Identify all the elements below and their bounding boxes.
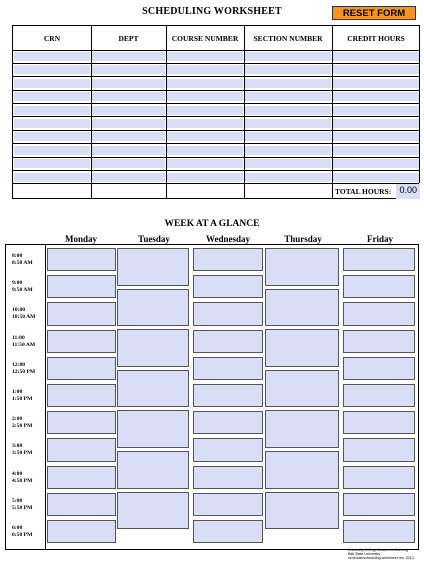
course-table [12,25,420,199]
time-label [12,416,32,430]
week-grid [5,244,419,550]
course-cell-dept[interactable] [92,52,165,61]
thursday-time-slot[interactable] [265,451,339,489]
wednesday-time-slot[interactable] [193,438,263,461]
time-end: 3:50 PM [12,450,33,457]
friday-time-slot[interactable] [343,302,415,325]
time-label [12,389,32,403]
footer-line: schedule/scheduling worksheet rev. 2013 [348,556,414,561]
row-divider [13,183,419,184]
course-cell-crn[interactable] [14,173,90,182]
course-cell-credit-hours[interactable] [333,119,419,128]
friday-time-slot[interactable] [343,466,415,489]
day-header-tuesday: Tuesday [138,234,170,244]
course-cell-credit-hours[interactable] [333,146,419,155]
course-cell-course-number[interactable] [167,159,243,168]
column-header-credit-hours: CREDIT HOURS [347,33,405,43]
wednesday-time-slot[interactable] [193,411,263,434]
course-cell-course-number[interactable] [167,132,243,141]
course-cell-credit-hours[interactable] [333,79,419,88]
monday-time-slot[interactable] [47,384,116,407]
wednesday-time-slot[interactable] [193,466,263,489]
time-start: 2:00 [12,416,23,423]
time-label [12,362,35,376]
tuesday-time-slot[interactable] [117,289,189,327]
friday-time-slot[interactable] [343,493,415,516]
time-end: 2:50 PM [12,423,33,430]
row-divider [13,143,419,144]
friday-time-slot[interactable] [343,275,415,298]
course-cell-credit-hours[interactable] [333,106,419,115]
course-cell-section-number[interactable] [245,159,331,168]
row-divider [13,130,419,131]
course-cell-dept[interactable] [92,79,165,88]
time-end: 1:50 PM [12,396,33,402]
time-start: 12:00 [12,361,26,368]
time-end: 11:50 AM [12,341,36,348]
tuesday-time-slot[interactable] [117,329,189,367]
time-start: 5:00 [12,497,23,504]
row-divider [13,170,419,171]
total-hours-label: TOTAL HOURS: [335,187,392,196]
course-cell-dept[interactable] [92,65,165,74]
thursday-time-slot[interactable] [265,410,339,448]
thursday-time-slot[interactable] [265,329,339,367]
course-cell-course-number[interactable] [167,65,243,74]
row-divider [13,63,419,64]
time-end: 5:50 PM [12,504,33,511]
course-cell-dept[interactable] [92,106,165,115]
course-cell-section-number[interactable] [245,92,331,101]
time-end: 10:50 AM [12,314,36,321]
row-divider [13,103,419,104]
course-cell-section-number[interactable] [245,79,331,88]
friday-time-slot[interactable] [343,520,415,543]
course-cell-credit-hours[interactable] [333,132,419,141]
total-hours-value: 0.00 [396,183,420,199]
time-end: 8:50 AM [12,260,33,266]
tuesday-time-slot[interactable] [117,451,189,489]
time-label [12,335,35,349]
column-header-dept: DEPT [118,33,139,43]
course-cell-crn[interactable] [14,159,90,168]
monday-time-slot[interactable] [47,357,116,380]
friday-time-slot[interactable] [343,248,415,271]
page-title: SCHEDULING WORKSHEET [142,6,282,17]
wednesday-time-slot[interactable] [193,330,263,353]
friday-time-slot[interactable] [343,384,415,407]
monday-time-slot[interactable] [47,520,116,543]
course-cell-credit-hours[interactable] [333,52,419,61]
monday-time-slot[interactable] [47,275,116,298]
day-header-friday: Friday [367,234,393,244]
time-start: 10:00 [12,307,26,314]
time-start: 11:00 [12,334,25,341]
course-cell-credit-hours[interactable] [333,159,419,168]
course-cell-crn[interactable] [14,92,90,101]
wednesday-time-slot[interactable] [193,275,263,298]
course-cell-course-number[interactable] [167,79,243,88]
course-cell-course-number[interactable] [167,173,243,182]
wednesday-time-slot[interactable] [193,302,263,325]
course-cell-section-number[interactable] [245,65,331,74]
course-cell-crn[interactable] [14,146,90,155]
footer-line: Ball State University [348,552,381,557]
course-cell-dept[interactable] [92,119,165,128]
monday-time-slot[interactable] [47,466,116,489]
time-label [12,498,32,512]
time-label [12,253,33,267]
course-cell-credit-hours[interactable] [333,92,419,101]
friday-time-slot[interactable] [343,438,415,461]
column-header-course-number: COURSE NUMBER [171,33,239,43]
week-at-a-glance-title: WEEK AT A GLANCE [164,219,260,229]
course-cell-section-number[interactable] [245,106,331,115]
thursday-time-slot[interactable] [265,370,339,408]
time-start: 3:00 [12,443,23,450]
time-end: 4:50 PM [12,477,33,484]
friday-time-slot[interactable] [343,411,415,434]
monday-time-slot[interactable] [47,411,116,434]
course-cell-dept[interactable] [92,132,165,141]
monday-time-slot[interactable] [47,248,116,271]
wednesday-time-slot[interactable] [193,384,263,407]
thursday-time-slot[interactable] [265,248,339,286]
time-label [12,471,32,485]
time-end: 6:50 PM [12,532,33,538]
tuesday-time-slot[interactable] [117,370,189,408]
time-label [12,525,32,539]
course-cell-section-number[interactable] [245,119,331,128]
course-cell-section-number[interactable] [245,173,331,182]
course-cell-dept[interactable] [92,173,165,182]
course-cell-course-number[interactable] [167,52,243,61]
monday-time-slot[interactable] [47,438,116,461]
day-header-thursday: Thursday [284,234,322,244]
course-cell-crn[interactable] [14,65,90,74]
time-start: 1:00 [12,389,23,395]
monday-time-slot[interactable] [47,302,116,325]
wednesday-time-slot[interactable] [193,493,263,516]
course-cell-dept[interactable] [92,159,165,168]
time-start: 8:00 [12,253,23,259]
course-cell-course-number[interactable] [167,92,243,101]
tuesday-time-slot[interactable] [117,410,189,448]
course-cell-crn[interactable] [14,52,90,61]
course-cell-section-number[interactable] [245,132,331,141]
header-divider [13,50,419,51]
row-divider [13,76,419,77]
course-cell-course-number[interactable] [167,119,243,128]
row-divider [13,90,419,91]
wednesday-time-slot[interactable] [193,248,263,271]
time-label [12,307,35,321]
footer-line: University College Academic Advising [348,548,408,552]
course-cell-crn[interactable] [14,79,90,88]
time-end: 12:50 PM [12,368,36,375]
column-header-crn: CRN [43,33,61,43]
row-divider [13,157,419,158]
column-header-section-number: SECTION NUMBER [253,33,323,43]
time-column-divider [45,245,46,549]
course-cell-crn[interactable] [14,119,90,128]
monday-time-slot[interactable] [47,493,116,516]
thursday-time-slot[interactable] [265,289,339,327]
time-start: 6:00 [12,525,23,531]
course-cell-section-number[interactable] [245,52,331,61]
thursday-time-slot[interactable] [265,492,339,530]
day-header-monday: Monday [64,234,97,244]
tuesday-time-slot[interactable] [117,248,189,286]
course-cell-course-number[interactable] [167,146,243,155]
reset-form-button[interactable]: RESET FORM [332,6,416,20]
course-cell-section-number[interactable] [245,146,331,155]
course-cell-credit-hours[interactable] [333,173,419,182]
monday-time-slot[interactable] [47,330,116,353]
course-cell-crn[interactable] [14,132,90,141]
time-start: 4:00 [12,470,23,477]
friday-time-slot[interactable] [343,330,415,353]
course-cell-course-number[interactable] [167,106,243,115]
wednesday-time-slot[interactable] [193,357,263,380]
course-cell-dept[interactable] [92,92,165,101]
time-end: 9:50 AM [12,287,33,294]
course-cell-credit-hours[interactable] [333,65,419,74]
wednesday-time-slot[interactable] [193,520,263,543]
course-cell-crn[interactable] [14,106,90,115]
friday-time-slot[interactable] [343,357,415,380]
time-label [12,280,33,294]
tuesday-time-slot[interactable] [117,492,189,530]
footer-credit [348,548,414,561]
time-start: 9:00 [12,280,23,287]
course-cell-dept[interactable] [92,146,165,155]
day-header-wednesday: Wednesday [205,234,250,244]
time-label [12,443,32,457]
row-divider [13,116,419,117]
